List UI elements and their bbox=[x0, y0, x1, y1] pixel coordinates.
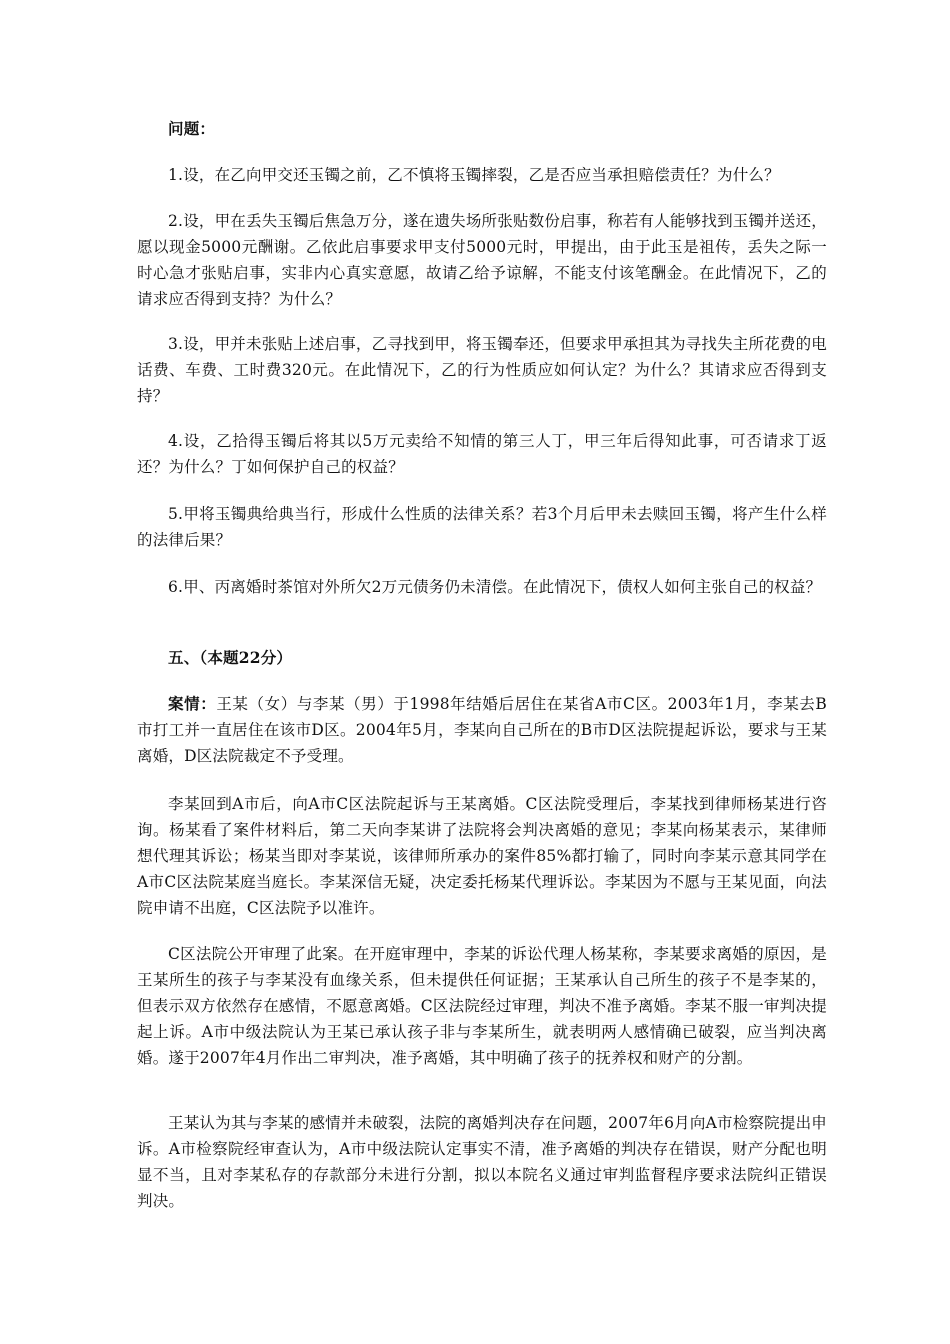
case-paragraph-1 bbox=[137, 691, 827, 769]
case-paragraph-1-text: 王某（女）与李某（男）于1998年结婚后居住在某省A市C区。2003年1月，李某去B市打工并一直居住在该市D区。2004年5月，李某向自己所在的B市D区法院提起诉讼，要求与王某离婚，D区法院裁定不予受理。 bbox=[137, 695, 827, 765]
questions-heading: 问题： bbox=[168, 119, 216, 138]
section-heading: 五、（本题22分） bbox=[168, 648, 293, 667]
question-1: 1.设，在乙向甲交还玉镯之前，乙不慎将玉镯摔裂，乙是否应当承担赔偿责任？为什么？ bbox=[168, 166, 780, 184]
case-label: 案情： bbox=[168, 694, 217, 713]
question-6: 6.甲、丙离婚时茶馆对外所欠2万元债务仍未清偿。在此情况下，债权人如何主张自己的权益？ bbox=[168, 578, 822, 596]
question-4: 4.设，乙拾得玉镯后将其以5万元卖给不知情的第三人丁，甲三年后得知此事，可否请求丁返还？为什么？丁如何保护自己的权益？ bbox=[137, 432, 827, 476]
case-paragraph-4: 王某认为其与李某的感情并未破裂，法院的离婚判决存在问题，2007年6月向A市检察院提出申诉。A市检察院经审查认为，A市中级法院认定事实不清，准予离婚的判决存在错误，财产分配也明显不当，且对李某私存的存款部分未进行分割，拟以本院名义通过审判监督程序要求法院纠正错误判决。 bbox=[137, 1114, 827, 1210]
case-paragraph-3: C区法院公开审理了此案。在开庭审理中，李某的诉讼代理人杨某称，李某要求离婚的原因，是王某所生的孩子与李某没有血缘关系，但未提供任何证据；王某承认自己所生的孩子不是李某的，但表示双方依然存在感情，不愿意离婚。C区法院经过审理，判决不准予离婚。李某不服一审判决提起上诉。A市中级法院认为王某已承认孩子非与李某所生，就表明两人感情确已破裂，应当判决离婚。遂于2007年4月作出二审判决，准予离婚，其中明确了孩子的抚养权和财产的分割。 bbox=[137, 945, 827, 1067]
question-3: 3.设，甲并未张贴上述启事，乙寻找到甲，将玉镯奉还，但要求甲承担其为寻找失主所花费的电话费、车费、工时费320元。在此情况下，乙的行为性质应如何认定？为什么？其请求应否得到支持？ bbox=[137, 335, 827, 405]
question-5: 5.甲将玉镯典给典当行，形成什么性质的法律关系？若3个月后甲未去赎回玉镯，将产生什么样的法律后果？ bbox=[137, 505, 827, 549]
case-paragraph-2: 李某回到A市后，向A市C区法院起诉与王某离婚。C区法院受理后，李某找到律师杨某进行咨询。杨某看了案件材料后，第二天向李某讲了法院将会判决离婚的意见；李某向杨某表示，某律师想代理其诉讼；杨某当即对李某说，该律师所承办的案件85%都打输了，同时向李某示意其同学在A市C区法院某庭当庭长。李某深信无疑，决定委托杨某代理诉讼。李某因为不愿与王某见面，向法院申请不出庭，C区法院予以准许。 bbox=[137, 795, 827, 917]
question-2: 2.设，甲在丢失玉镯后焦急万分，遂在遗失场所张贴数份启事，称若有人能够找到玉镯并送还，愿以现金5000元酬谢。乙依此启事要求甲支付5000元时，甲提出，由于此玉是祖传，丢失之际一时心急才张贴启事，实非内心真实意愿，故请乙给予谅解，不能支付该笔酬金。在此情况下，乙的请求应否得到支持？为什么？ bbox=[137, 212, 827, 308]
